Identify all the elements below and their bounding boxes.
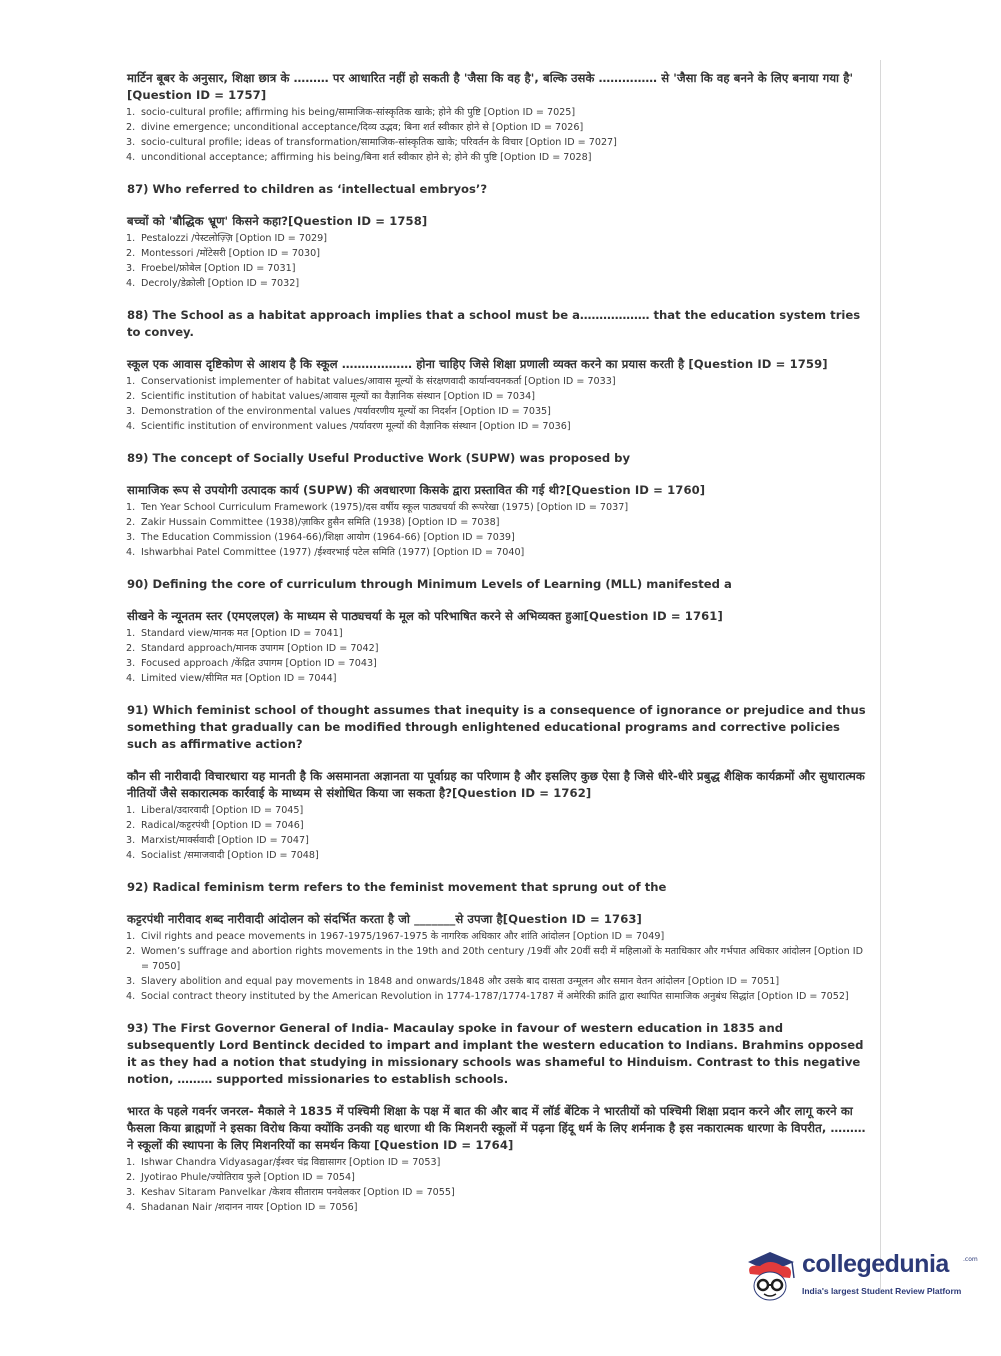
option-item: 4. Ishwarbhai Patel Committee (1977) /ईश्वरभाई पटेल समिति (1977) [Option ID = 7040] <box>126 547 525 558</box>
option-list <box>127 105 872 165</box>
question-text-english: 91) Which feminist school of thought assumes that inequity is a consequence of ignorance or prejudice and thus something that gradually can be modified through enlightened educational programs and corrective policies such as affirmative action? <box>127 703 866 751</box>
question-text-hindi: सामाजिक रूप से उपयोगी उत्पादक कार्य (SUPW) की अवधारणा किसके द्वारा प्रस्तावित की गई थी?[Question ID = 1760] <box>127 483 706 497</box>
question-text-english: 90) Defining the core of curriculum through Minimum Levels of Learning (MLL) manifested a <box>127 577 732 591</box>
option-item: 1. Conservationist implementer of habitat values/आवास मूल्यों के संरक्षणवादी कार्यान्वयनकर्ता [Option ID = 7033] <box>126 376 616 387</box>
logo-tagline: India's largest Student Review Platform <box>802 1286 962 1296</box>
option-list <box>127 626 872 686</box>
question-text-english: 92) Radical feminism term refers to the feminist movement that sprung out of the <box>127 880 667 894</box>
option-list <box>127 929 872 1004</box>
option-item: 1. Ten Year School Curriculum Framework (1975)/दस वर्षीय स्कूल पाठ्यचर्या की रूपरेखा (1975) [Option ID = 7037] <box>126 502 629 513</box>
option-item: 2. Women’s suffrage and abortion rights movements in the 19th and 20th century /19वीं और 20वीं सदी में महिलाओं के मताधिकार और गर्भपात अधिकार आंदोलन [Option ID = 7050] <box>126 946 864 972</box>
option-item: 2. Scientific institution of habitat values/आवास मूल्यों का वैज्ञानिक संस्थान [Option ID = 7034] <box>126 391 535 402</box>
question-text-hindi: कट्टरपंथी नारीवाद शब्द नारीवादी आंदोलन को संदर्भित करता है जो _______से उपजा है[Question ID = 1763] <box>127 912 642 926</box>
logo-dotcom: .com <box>963 1256 978 1263</box>
option-item: 3. Demonstration of the environmental values /पर्यावरणीय मूल्यों का निदर्शन [Option ID = 7035] <box>126 406 551 417</box>
option-item: 1. Pestalozzi /पेस्टलोज़्ज़ि [Option ID = 7029] <box>126 233 328 244</box>
logo-wordmark: collegedunia <box>802 1250 949 1278</box>
collegedunia-logo[interactable] <box>740 1246 978 1316</box>
question-87 <box>127 181 872 291</box>
option-item: 3. Marxist/मार्क्सवादी [Option ID = 7047] <box>126 835 309 846</box>
option-item: 4. Shadanan Nair /शदानन नायर [Option ID = 7056] <box>126 1202 358 1213</box>
question-90 <box>127 576 872 686</box>
question-list <box>127 70 872 1231</box>
question-93 <box>127 1020 872 1215</box>
question-text-hindi: स्कूल एक आवास दृष्टिकोण से आशय है कि स्कूल ……………… होना चाहिए जिसे शिक्षा प्रणाली व्यक्त करने का प्रयास करती है [Question ID = 1759] <box>127 357 828 371</box>
option-item: 1. Standard view/मानक मत [Option ID = 7041] <box>126 628 343 639</box>
question-86 <box>127 70 872 165</box>
option-item: 3. Slavery abolition and equal pay movements in 1848 and onwards/1848 और उसके बाद दासता उन्मूलन और समान वेतन आंदोलन [Option ID = 7051] <box>126 976 780 987</box>
option-item: 3. Keshav Sitaram Panvelkar /केशव सीताराम पनवेलकर [Option ID = 7055] <box>126 1187 455 1198</box>
option-item: 1. Civil rights and peace movements in 1967-1975/1967-1975 के नागरिक अधिकार और शांति आंदोलन [Option ID = 7049] <box>126 931 665 942</box>
question-91 <box>127 702 872 863</box>
option-item: 1. Liberal/उदारवादी [Option ID = 7045] <box>126 805 304 816</box>
option-item: 3. Froebel/फ्रोबेल [Option ID = 7031] <box>126 263 296 274</box>
option-item: 2. Standard approach/मानक उपागम [Option ID = 7042] <box>126 643 379 654</box>
question-text-hindi: मार्टिन बूबर के अनुसार, शिक्षा छात्र के ……… पर आधारित नहीं हो सकती है 'जैसा कि वह है', बल्कि उसके …………… से 'जैसा कि वह बनने के लिए बनाया गया है' [Question ID = 1757] <box>127 71 854 102</box>
option-item: 4. Limited view/सीमित मत [Option ID = 7044] <box>126 673 337 684</box>
option-item: 3. The Education Commission (1964-66)/शिक्षा आयोग (1964-66) [Option ID = 7039] <box>126 532 515 543</box>
question-text-english: 87) Who referred to children as ‘intellectual embryos’? <box>127 182 488 196</box>
option-item: 3. socio-cultural profile; ideas of transformation/सामाजिक-सांस्कृतिक खाके; परिवर्तन के विचार [Option ID = 7027] <box>126 137 617 148</box>
option-item: 4. Scientific institution of environment values /पर्यावरण मूल्यों की वैज्ञानिक संस्थान [Option ID = 7036] <box>126 421 571 432</box>
question-text-hindi: भारत के पहले गवर्नर जनरल- मैकाले ने 1835 में पश्चिमी शिक्षा के पक्ष में बात की और बाद में लॉर्ड बेंटिक ने भारतीयों को पश्चिमी शिक्षा प्रदान करने और लागू करने का फैसला किया ब्राह्मणों ने इसका विरोध किया क्योंकि उनकी यह धारणा थी कि मिशनरी स्कूलों में पढ़ना हिंदू धर्म के लिए शर्मनाक है इस नकारात्मक धारणा के विपरीत, ……… ने स्कूलों की स्थापना के लिए मिशनरियों का समर्थन किया [Question ID = 1764] <box>127 1104 866 1152</box>
mascot-icon <box>740 1248 802 1314</box>
option-item: 4. Decroly/डेक्रोली [Option ID = 7032] <box>126 278 300 289</box>
question-text-hindi: सीखने के न्यूनतम स्तर (एमएलएल) के माध्यम से पाठ्यचर्या के मूल को परिभाषित करने से अभिव्यक्त हुआ[Question ID = 1761] <box>127 609 723 623</box>
option-item: 2. Radical/कट्टरपंथी [Option ID = 7046] <box>126 820 304 831</box>
option-item: 4. unconditional acceptance; affirming his being/बिना शर्त स्वीकार होने से; होने की पुष्टि [Option ID = 7028] <box>126 152 592 163</box>
option-item: 1. socio-cultural profile; affirming his being/सामाजिक-सांस्कृतिक खाके; होने की पुष्टि [Option ID = 7025] <box>126 107 576 118</box>
option-item: 1. Ishwar Chandra Vidyasagar/ईश्वर चंद्र विद्यासागर [Option ID = 7053] <box>126 1157 441 1168</box>
question-text-hindi: बच्चों को 'बौद्धिक भ्रूण' किसने कहा?[Question ID = 1758] <box>127 214 428 228</box>
option-list <box>127 374 872 434</box>
option-item: 2. divine emergence; unconditional acceptance/दिव्य उद्भव; बिना शर्त स्वीकार होने से [Option ID = 7026] <box>126 122 584 133</box>
option-item: 2. Montessori /मोंटेसरी [Option ID = 7030] <box>126 248 320 259</box>
question-92 <box>127 879 872 1004</box>
option-list <box>127 1155 872 1215</box>
option-item: 3. Focused approach /केंद्रित उपागम [Option ID = 7043] <box>126 658 377 669</box>
option-item: 4. Socialist /समाजवादी [Option ID = 7048] <box>126 850 319 861</box>
option-item: 2. Jyotirao Phule/ज्योतिराव फुले [Option ID = 7054] <box>126 1172 355 1183</box>
question-88 <box>127 307 872 434</box>
question-text-english: 88) The School as a habitat approach implies that a school must be a……………… that the education system tries to convey. <box>127 308 861 339</box>
question-89 <box>127 450 872 560</box>
option-list <box>127 500 872 560</box>
option-list <box>127 803 872 863</box>
option-list <box>127 231 872 291</box>
option-item: 2. Zakir Hussain Committee (1938)/ज़ाकिर हुसैन समिति (1938) [Option ID = 7038] <box>126 517 500 528</box>
question-text-english: 89) The concept of Socially Useful Productive Work (SUPW) was proposed by <box>127 451 631 465</box>
option-item: 4. Social contract theory instituted by the American Revolution in 1774-1787/1774-1787 में अमेरिकी क्रांति द्वारा स्थापित सामाजिक अनुबंध सिद्धांत [Option ID = 7052] <box>126 991 849 1002</box>
question-text-hindi: कौन सी नारीवादी विचारधारा यह मानती है कि असमानता अज्ञानता या पूर्वाग्रह का परिणाम है और इसलिए कुछ ऐसा है जिसे धीरे-धीरे प्रबुद्ध शैक्षिक कार्यक्रमों और सुधारात्मक नीतियों जैसे सकारात्मक कार्रवाई के माध्यम से संशोधित किया जा सकता है?[Question ID = 1762] <box>127 769 865 800</box>
question-text-english: 93) The First Governor General of India- Macaulay spoke in favour of western education in 1835 and subsequently Lord Bentinck decided to impart and implant the western education to Indians. Brahmins opposed it as they had a notion that studying in missionary schools was shameful to Hinduism. Contrast to this negative notion, ……… supported missionaries to establish schools. <box>127 1021 864 1086</box>
